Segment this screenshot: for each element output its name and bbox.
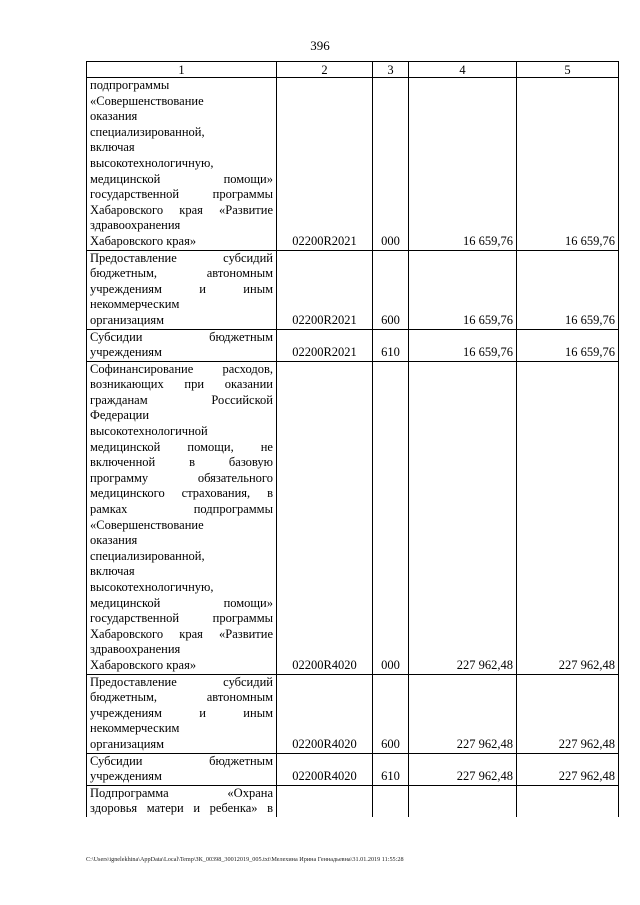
row-name-line: «Совершенствование <box>90 93 204 108</box>
row-name-line: учреждениям <box>90 769 162 784</box>
row-name-line: Подпрограмма «Охрана <box>90 785 273 800</box>
row-col5-cell: 227 962,48 <box>517 753 619 785</box>
table-row <box>87 250 619 329</box>
row-name-line: организациям <box>90 312 165 327</box>
row-vr-cell: 600 <box>373 250 409 329</box>
row-name-line: программу обязательного <box>90 470 273 485</box>
row-name-line: медицинской помощи, не <box>90 439 273 454</box>
row-name-line: специализированной, <box>90 124 205 139</box>
row-name-line: бюджетным, автономным <box>90 266 273 281</box>
header-col-3: 3 <box>373 62 409 78</box>
row-name-cell <box>87 78 277 251</box>
row-name-line: Предоставление субсидий <box>90 674 273 689</box>
header-col-4: 4 <box>409 62 517 78</box>
row-name-line: государственной программы <box>90 611 273 626</box>
row-col5-cell: 16 659,76 <box>517 78 619 251</box>
row-name-cell <box>87 785 277 817</box>
row-name-line: высокотехнологичную, <box>90 155 214 170</box>
table-row <box>87 674 619 753</box>
header-col-2: 2 <box>277 62 373 78</box>
row-code-cell: 02200R2021 <box>277 250 373 329</box>
row-col5-cell: 227 962,48 <box>517 674 619 753</box>
header-col-5: 5 <box>517 62 619 78</box>
row-name-line: здоровья матери и ребенка» в <box>90 801 273 816</box>
header-row <box>87 62 619 78</box>
row-col5-cell: 16 659,76 <box>517 329 619 361</box>
table-row <box>87 329 619 361</box>
row-col4-cell: 227 962,48 <box>409 361 517 674</box>
row-code-cell <box>277 785 373 817</box>
row-name-line: оказания <box>90 533 138 548</box>
row-name-cell <box>87 361 277 674</box>
row-name-line: включая <box>90 140 135 155</box>
row-code-cell: 02200R4020 <box>277 674 373 753</box>
row-name-line: высокотехнологичную, <box>90 580 214 594</box>
row-name-line: Субсидии бюджетным <box>90 329 273 344</box>
row-name-line: Софинансирование расходов, <box>90 361 273 376</box>
row-name-line: здравоохранения <box>90 218 181 233</box>
row-code-cell: 02200R4020 <box>277 361 373 674</box>
row-name-line: учреждениям <box>90 345 162 360</box>
row-vr-cell: 610 <box>373 753 409 785</box>
row-name-line: Федерации <box>90 408 150 423</box>
row-name-cell <box>87 753 277 785</box>
row-col4-cell: 16 659,76 <box>409 78 517 251</box>
row-name-line: Предоставление субсидий <box>90 250 273 265</box>
row-vr-cell: 000 <box>373 78 409 251</box>
row-name-line: рамках подпрограммы <box>90 502 273 517</box>
row-vr-cell: 000 <box>373 361 409 674</box>
row-name-line: Хабаровского края «Развитие <box>90 202 273 217</box>
table-body <box>87 78 619 817</box>
row-col4-cell: 16 659,76 <box>409 250 517 329</box>
row-name-line: высокотехнологичной <box>90 424 208 439</box>
row-name-cell <box>87 250 277 329</box>
row-name-line: гражданам Российской <box>90 392 273 407</box>
row-name-line: здравоохранения <box>90 642 181 657</box>
document-footer-path: C:\Users\ignelekhina\AppData\Local\Temp\ЗК_00398_30012019_005.txt\Мелехина Ирина Геннадьевна\31.01.2019 11:55:28 <box>86 856 404 863</box>
budget-table <box>86 61 619 817</box>
row-col4-cell: 227 962,48 <box>409 674 517 753</box>
table-row <box>87 361 619 674</box>
table-row <box>87 785 619 817</box>
row-name-line: государственной программы <box>90 187 273 202</box>
row-name-line: Хабаровского края» <box>90 233 197 248</box>
row-name-line: Субсидии бюджетным <box>90 753 273 768</box>
row-col5-cell: 227 962,48 <box>517 361 619 674</box>
row-name-line: возникающих при оказании <box>90 377 273 392</box>
row-code-cell: 02200R4020 <box>277 753 373 785</box>
row-name-line: включенной в базовую <box>90 455 273 470</box>
row-name-line: учреждениям и иным <box>90 281 273 296</box>
row-name-line: бюджетным, автономным <box>90 690 273 705</box>
row-name-line: Хабаровского края» <box>90 657 197 672</box>
row-name-cell <box>87 329 277 361</box>
row-name-line: некоммерческим <box>90 721 180 736</box>
row-col4-cell <box>409 785 517 817</box>
row-name-line: подпрограммы <box>90 78 170 92</box>
row-name-line: «Совершенствование <box>90 517 204 532</box>
row-vr-cell: 610 <box>373 329 409 361</box>
row-name-line: учреждениям и иным <box>90 705 273 720</box>
page-number: 396 <box>310 38 330 53</box>
row-name-cell <box>87 674 277 753</box>
row-col5-cell <box>517 785 619 817</box>
row-vr-cell <box>373 785 409 817</box>
row-name-line: включая <box>90 564 135 579</box>
row-code-cell: 02200R2021 <box>277 329 373 361</box>
table-row <box>87 78 619 251</box>
row-col4-cell: 227 962,48 <box>409 753 517 785</box>
row-col5-cell: 16 659,76 <box>517 250 619 329</box>
row-name-line: некоммерческим <box>90 297 180 312</box>
header-col-1: 1 <box>87 62 277 78</box>
row-col4-cell: 16 659,76 <box>409 329 517 361</box>
row-name-line: медицинского страхования, в <box>90 486 273 501</box>
row-vr-cell: 600 <box>373 674 409 753</box>
row-code-cell: 02200R2021 <box>277 78 373 251</box>
table-row <box>87 753 619 785</box>
row-name-line: специализированной, <box>90 548 205 563</box>
row-name-line: медицинской помощи» <box>90 171 273 186</box>
row-name-line: Хабаровского края «Развитие <box>90 626 273 641</box>
row-name-line: медицинской помощи» <box>90 595 273 610</box>
row-name-line: оказания <box>90 109 138 124</box>
row-name-line: организациям <box>90 736 165 751</box>
